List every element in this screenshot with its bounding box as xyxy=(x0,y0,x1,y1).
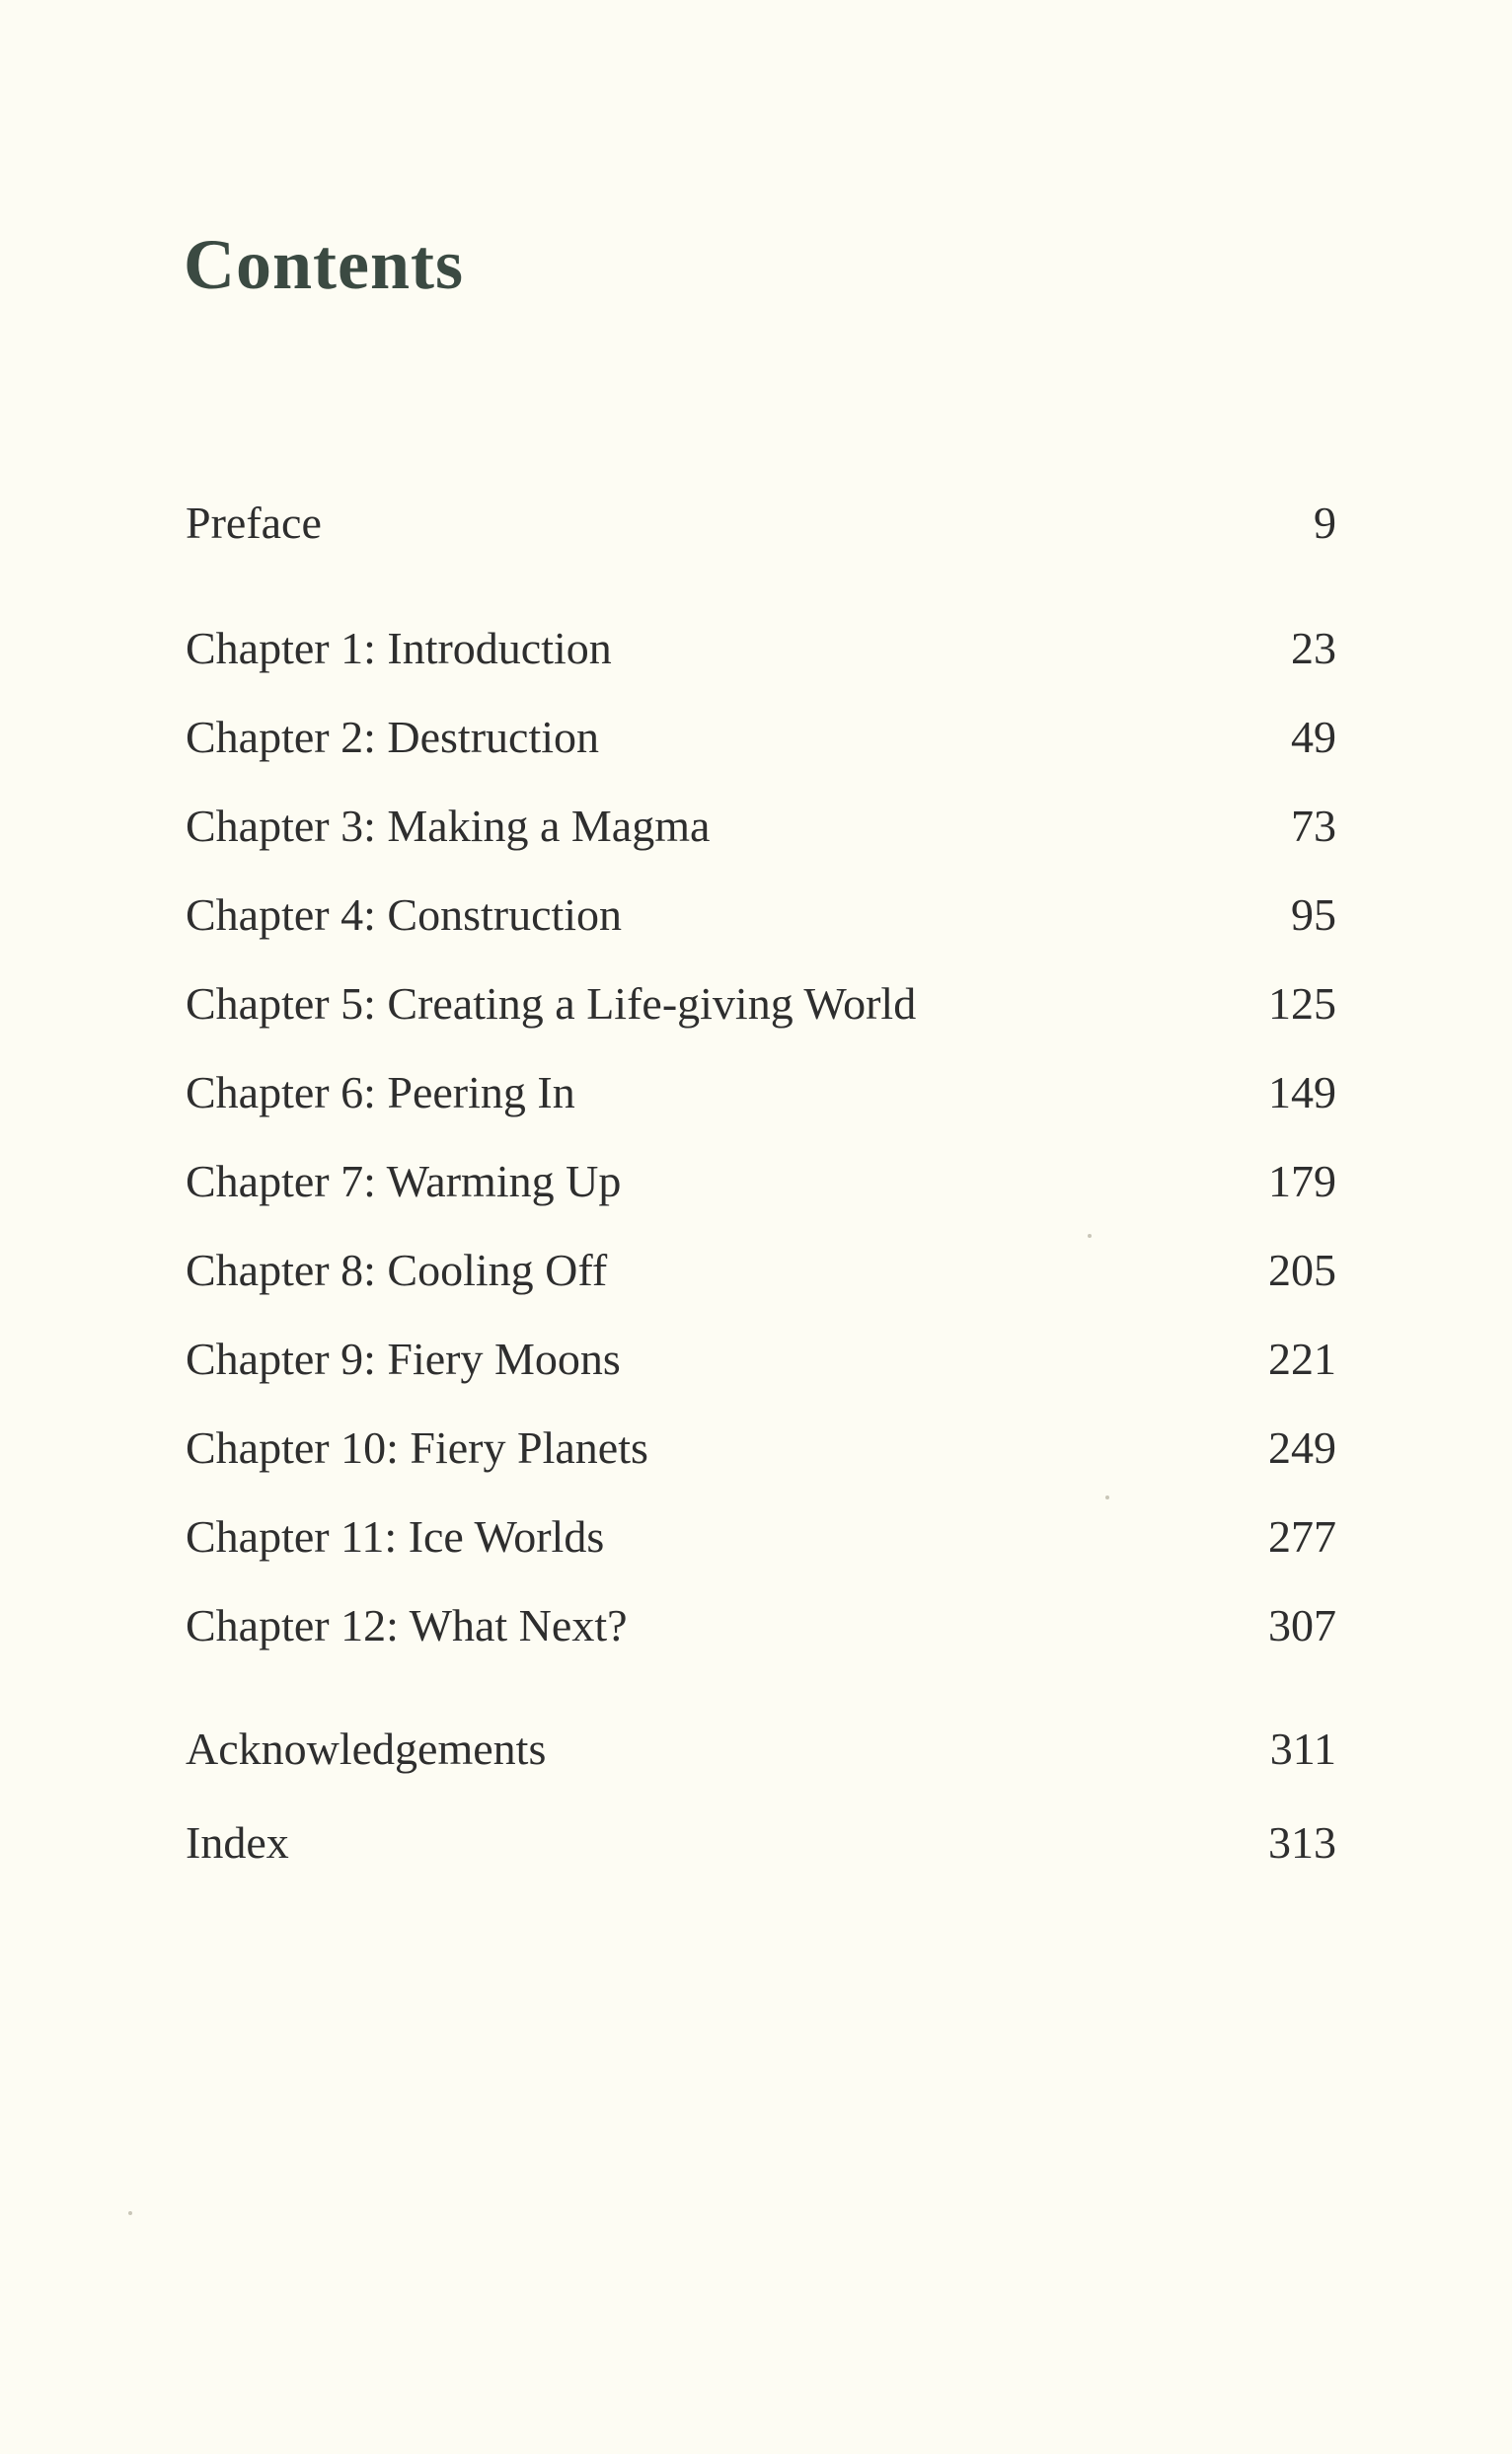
toc-entry-chapter-11 xyxy=(186,1507,1336,1567)
toc-entry-chapter-5 xyxy=(186,974,1336,1034)
toc-entry-title: Chapter 4: Construction xyxy=(186,889,623,940)
toc-entry-title: Chapter 5: Creating a Life-giving World xyxy=(186,978,917,1029)
toc-entry-preface xyxy=(186,494,1336,553)
toc-entry-page-number: 205 xyxy=(1268,1245,1336,1295)
page-title: Contents xyxy=(184,225,465,304)
toc-entry-chapter-2 xyxy=(186,708,1336,767)
toc-entry-title: Preface xyxy=(186,498,322,548)
toc-entry-page-number: 277 xyxy=(1268,1511,1336,1562)
toc-entry-page-number: 313 xyxy=(1268,1817,1336,1868)
paper-speck xyxy=(1105,1495,1109,1499)
toc-entry-title: Chapter 3: Making a Magma xyxy=(186,801,711,851)
toc-entry-page-number: 125 xyxy=(1268,978,1336,1029)
toc-entry-title: Chapter 12: What Next? xyxy=(186,1600,628,1650)
toc-entry-chapter-12 xyxy=(186,1596,1336,1655)
toc-entry-title: Chapter 8: Cooling Off xyxy=(186,1245,608,1295)
toc-entry-acknowledgements xyxy=(186,1720,1336,1779)
toc-entry-title: Chapter 2: Destruction xyxy=(186,712,600,762)
toc-entry-title: Chapter 6: Peering In xyxy=(186,1067,575,1117)
toc-entry-chapter-3 xyxy=(186,797,1336,856)
toc-entry-chapter-6 xyxy=(186,1063,1336,1122)
toc-entry-chapter-8 xyxy=(186,1241,1336,1300)
toc-entry-page-number: 179 xyxy=(1268,1156,1336,1206)
toc-entry-page-number: 249 xyxy=(1268,1422,1336,1473)
toc-entry-page-number: 311 xyxy=(1269,1724,1336,1774)
toc-entry-page-number: 307 xyxy=(1268,1600,1336,1650)
toc-entry-title: Chapter 11: Ice Worlds xyxy=(186,1511,605,1562)
toc-entry-chapter-10 xyxy=(186,1419,1336,1478)
toc-entry-title: Acknowledgements xyxy=(186,1724,547,1774)
toc-entry-page-number: 95 xyxy=(1291,889,1336,940)
toc-entry-title: Chapter 10: Fiery Planets xyxy=(186,1422,648,1473)
toc-entry-page-number: 23 xyxy=(1291,623,1336,673)
toc-entry-page-number: 221 xyxy=(1268,1334,1336,1384)
toc-entry-title: Chapter 1: Introduction xyxy=(186,623,612,673)
toc-entry-title: Chapter 7: Warming Up xyxy=(186,1156,622,1206)
toc-entry-chapter-4 xyxy=(186,885,1336,945)
toc-entry-chapter-9 xyxy=(186,1330,1336,1389)
paper-speck xyxy=(128,2211,132,2215)
toc-entry-index xyxy=(186,1813,1336,1873)
toc-entry-title: Index xyxy=(186,1817,289,1868)
paper-speck xyxy=(1088,1234,1092,1238)
toc-entry-title: Chapter 9: Fiery Moons xyxy=(186,1334,621,1384)
toc-entry-chapter-7 xyxy=(186,1152,1336,1211)
toc-entry-page-number: 149 xyxy=(1268,1067,1336,1117)
toc-entry-page-number: 9 xyxy=(1314,498,1336,548)
toc-entry-page-number: 49 xyxy=(1291,712,1336,762)
toc-entry-page-number: 73 xyxy=(1291,801,1336,851)
toc-entry-chapter-1 xyxy=(186,619,1336,678)
